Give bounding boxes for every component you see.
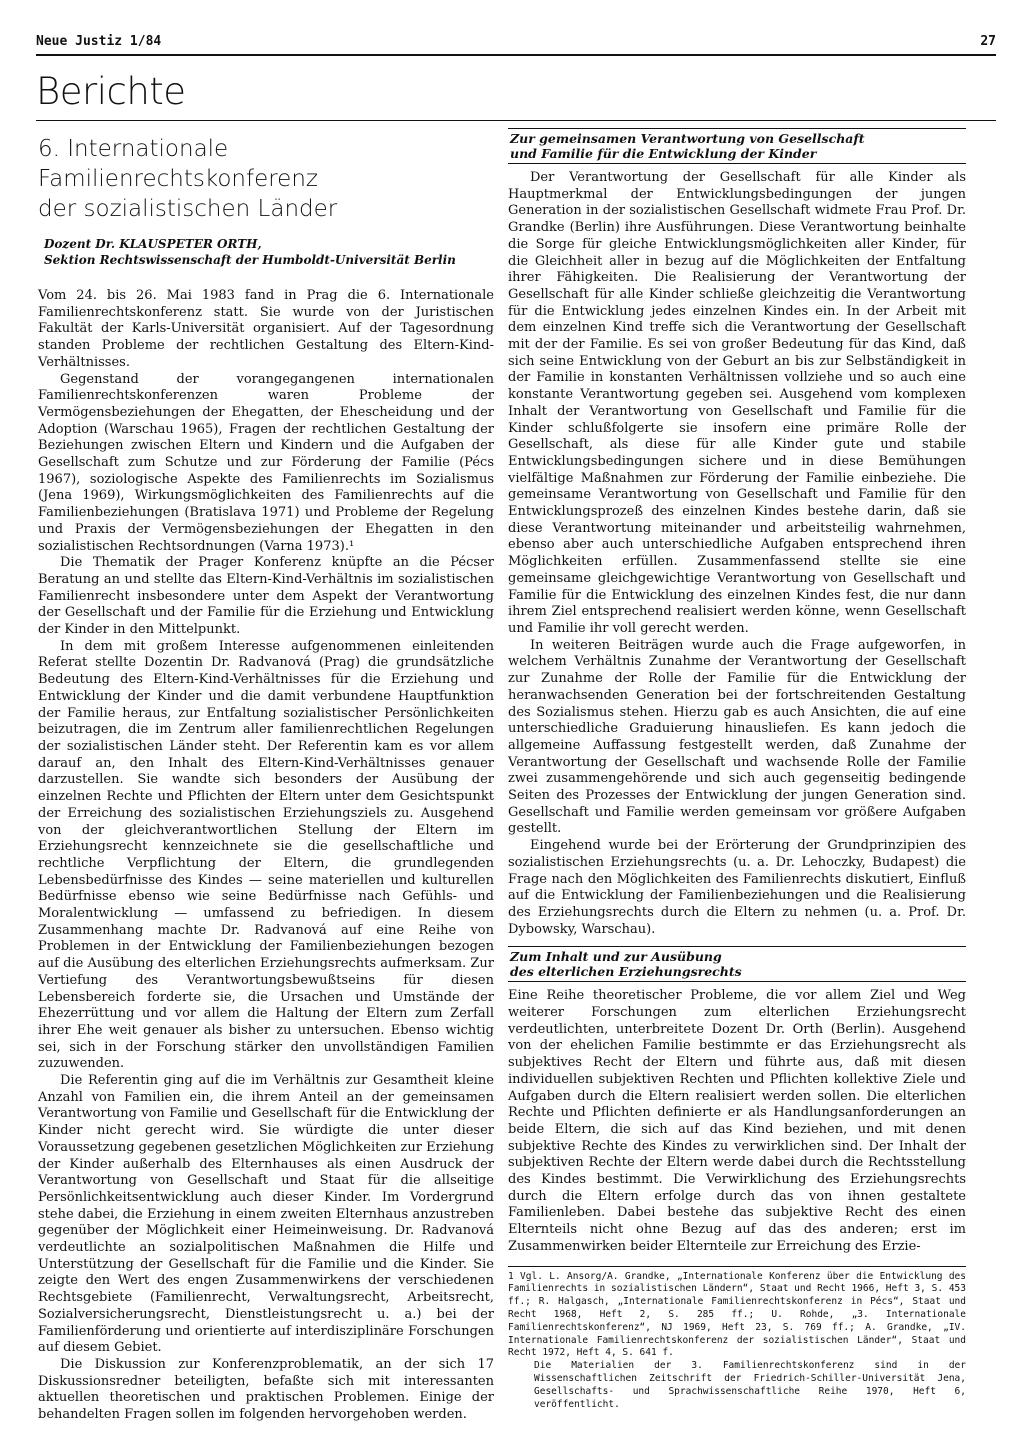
paragraph: Eine Reihe theoretischer Probleme, die vor allem Ziel und Weg weiterer Forschungen zum elterlichen Erziehungsrecht verdeutlichten, unterbreitete Dozent Dr. Orth (Berlin). Ausgehend von der ehelichen Familie bestimmte er das Erziehungsrecht als subjektives Recht der Eltern und führte aus, daß mit diesen individuellen subjektiven Rechten und Pflichten kollektive Ziele und Aufgaben durch die Eltern realisiert werden sollen. Die elterlichen Rechte und Pflichten definierte er als Handlungsanforderungen an beide Eltern, die sich auf das Kind beziehen, und mit denen subjektive Rechte des Kindes zu verwirklichen sind. Der Inhalt der subjektiven Rechte der Eltern werde dabei durch die Rechtsstellung des Kindes bestimmt. Die Verwirklichung des Erziehungsrechts durch die Eltern erfolge durch das von ihnen gestaltete Familienleben. Dabei bestehe das subjektive Recht des einen Elternteils nicht ohne Bezug auf das des anderen; erst im Zusammenwirken beider Elternteile zur Erreichung des Erzie- <box>508 988 966 1254</box>
paragraph: Der Verantwortung der Gesellschaft für alle Kinder als Hauptmerkmal der Entwicklungsbedingungen der jungen Generation in der sozialistischen Gesellschaft widmete Frau Prof. Dr. Grandke (Berlin) ihre Ausführungen. Diese Verantwortung beinhalte die Sorge für gleiche Entwicklungsmöglichkeiten aller Kinder, für die Gleichheit aller in bezug auf die Möglichkeiten der Entfaltung ihrer Fähigkeiten. Die Realisierung der Verantwortung der Gesellschaft für alle Kinder schließe gleichzeitig die Verantwortung für die Entwicklung jedes einzelnen Kindes ein. In der Arbeit mit dem einzelnen Kind treffe sich die Verantwortung der Gesellschaft mit der der Familie. Es sei von großer Bedeutung für das Kind, daß sich seine Entwicklung von der Geburt an bis zur Selbständigkeit in der Familie in konstanten Verhältnissen vollziehe und so auch eine konstante Verantwortung gegeben sei. Ausgehend vom komplexen Inhalt der Verantwortung von Gesellschaft und Familie für die Kinder schlußfolgerte sie insofern eine primäre Rolle der Gesellschaft, als diese für alle Kinder gute und stabile Entwicklungsbedingungen sichere und in diese Bemühungen vielfältige Maßnahmen zur Förderung der Familie einbeziehe. Die gemeinsame Verantwortung von Gesellschaft und Familie für den Entwicklungsprozeß des einzelnen Kindes bestehe darin, daß sie diese Verantwortung miteinander und arbeitsteilig wahrnehmen, ebenso aber auch unterschiedliche Aufgaben entsprechend ihren Möglichkeiten erfüllen. Zusammenfassend stellte sie eine gemeinsame gleichgewichtige Verantwortung von Gesellschaft und Familie für die Entwicklung des einzelnen Kindes fest, die nur dann ihrem Ziel entsprechend realisiert werden könne, wenn Gesellschaft und Familie ihr voll gerecht werden. <box>508 170 966 636</box>
article-title <box>38 134 494 224</box>
section-title: Berichte <box>36 70 186 113</box>
paragraph: Die Diskussion zur Konferenzproblematik, an der sich 17 Diskussionsredner beteiligten, befaßte sich mit interessanten aktuellen theoretischen und praktischen Problemen. Einige der behandelten Fragen sollen im folgenden hervorgehoben werden. <box>38 1357 494 1423</box>
subheading-parental-rights <box>508 946 966 982</box>
subheading-line: Zur gemeinsamen Verantwortung von Gesellschaft <box>510 131 865 146</box>
paragraph: Vom 24. bis 26. Mai 1983 fand in Prag die 6. Internationale Familienrechtskonferenz statt. Sie wurde von der Juristischen Fakultät der Karls-Universität organisiert. Auf der Tagesordnung standen Probleme der rechtlichen Gestaltung des Eltern-Kind-Verhältnisses. <box>38 288 494 370</box>
journal-issue: Neue Justiz 1/84 <box>36 34 162 49</box>
author-byline <box>44 236 494 268</box>
footnote: 1 Vgl. L. Ansorg/A. Grandke, „Internationale Konferenz über die Entwicklung des Familienrechts in sozialistischen Ländern“, Staat und Recht 1966, Heft 3, S. 453 ff.; R. Halgasch, „Internationale Familienrechtskonferenz in Pécs“, Staat und Recht 1968, Heft 2, S. 285 ff.; U. Rohde, „3. Internationale Familienrechtskonferenz“, NJ 1969, Heft 23, S. 769 ff.; A. Grandke, „IV. Internationale Familienrechtskonferenz der sozialistischen Länder“, Staat und Recht 1972, Heft 4, S. 641 f. <box>508 1270 966 1359</box>
article-title-line-2: der sozialistischen Länder <box>38 196 338 222</box>
author-affiliation: Sektion Rechtswissenschaft der Humboldt-Universität Berlin <box>44 253 456 267</box>
paragraph: In weiteren Beiträgen wurde auch die Frage aufgeworfen, in welchem Verhältnis Zunahme der Verantwortung der Gesellschaft zur Zunahme der Rolle der Familie für die Entwicklung der heranwachsenden Generation bei der fortschreitenden Gestaltung des Sozialismus stehen. Hierzu gab es auch Ansichten, die auf eine unterschiedliche Graduierung hinausliefen. Es kann jedoch die allgemeine Auffassung festgestellt werden, daß Zunahme der Verantwortung der Gesellschaft und wachsende Rolle der Familie zwei zusammengehörende und sich auch gegenseitig bedingende Seiten des Prozesses der Entwicklung der jungen Generation sind. Gesellschaft und Familie werden gemeinsam vor größere Aufgaben gestellt. <box>508 637 966 837</box>
paragraph: Die Referentin ging auf die im Verhältnis zur Gesamtheit kleine Anzahl von Familien ein, die ihrem Anteil an der gemeinsamen Verantwortung von Familie und Gesellschaft für die Entwicklung der Kinder nicht gerecht wird. Sie würdigte die unter dieser Voraussetzung gegebenen gesetzlichen Möglichkeiten zur Erziehung der Kinder außerhalb des Elternhauses als einen Ausdruck der Verantwortung von Gesellschaft und Staat für die allseitige Persönlichkeitsentwicklung auch dieser Kinder. Im Vordergrund stehe dabei, die Erziehung in einem zweiten Elternhaus anzustreben gegenüber der Möglichkeit einer Heimeinweisung. Dr. Radvanová verdeutlichte an sozialpolitischen Maßnahmen die Hilfe und Unterstützung der Gesellschaft für die Familie und die Kinder. Sie zeigte den Wert des engen Zusammenwirkens der verschiedenen Rechtsgebiete (Familienrecht, Verwaltungsrecht, Arbeitsrecht, Sozialversicherungsrecht, Dienstleistungsrecht u. a.) bei der Familienförderung und orientierte auf interdisziplinäre Forschungen auf diesem Gebiet. <box>38 1073 494 1356</box>
page-number: 27 <box>980 34 996 49</box>
author-name: Dozent Dr. KLAUSPETER ORTH, <box>44 237 262 251</box>
footnote-continuation: Die Materialien der 3. Familienrechtskonferenz sind in der Wissenschaftlichen Zeitschrift der Friedrich-Schiller-Universität Jena, Gesellschafts- und Sprachwissenschaftliche Reihe 1970, Heft 6, veröffentlicht. <box>534 1360 966 1410</box>
footnote-rule <box>508 1266 966 1267</box>
running-header <box>36 34 996 54</box>
article-title-line-1: 6. Internationale Familienrechtskonferenz <box>38 136 318 192</box>
subheading-line: Zum Inhalt und zur Ausübung <box>510 949 722 965</box>
left-column <box>38 128 494 1424</box>
right-column <box>508 128 966 1411</box>
paragraph: In dem mit großem Interesse aufgenommenen einleitenden Referat stellte Dozentin Dr. Radvanová (Prag) die grundsätzliche Bedeutung des Eltern-Kind-Verhältnisses für die Erziehung und Entwicklung der Kinder und die damit verbundene Hauptfunktion der Familie heraus, zur Entfaltung sozialistischer Persönlichkeiten beizutragen, die im Zentrum aller familienrechtlichen Regelungen der sozialistischen Länder steht. Der Referentin kam es vor allem darauf an, den Inhalt des Eltern-Kind-Verhältnisses genauer darzustellen. Sie wandte sich besonders der Ausübung der einzelnen Rechte und Pflichten der Eltern unter dem Gesichtspunkt der Erreichung des sozialistischen Erziehungsziels zu. Ausgehend von der gleichverantwortlichen Stellung der Eltern im Erziehungsrecht kennzeichnete sie die gesellschaftliche und rechtliche Verpflichtung der Eltern, die grundlegenden Lebensbedürfnisse des Kindes — seine materiellen und kulturellen Bedürfnisse ebenso wie seine Bedürfnisse nach Gefühls- und Moralentwicklung — umfassend zu befriedigen. In diesem Zusammenhang machte Dr. Radvanová auf eine Reihe von Problemen in der Entwicklung der Familienbeziehungen bezogen auf die Ausübung des elterlichen Erziehungsrechts aufmerksam. Zur Vertiefung des Verantwortungsbewußtseins für diesen Lebensbereich forderte sie, die Ursachen und Umstände der Ehezerrüttung und vor allem die Haltung der Eltern zum Zerfall ihrer Ehe weit genauer als bisher zu untersuchen. Ebenso wichtig sei, sich in der Forschung stärker den unvollständigen Familien zuzuwenden. <box>38 638 494 1072</box>
subheading-responsibility <box>508 128 966 164</box>
paragraph: Eingehend wurde bei der Erörterung der Grundprinzipien des sozialistischen Erziehungsrechts (u. a. Dr. Lehoczky, Budapest) die Frage nach den Möglichkeiten des Familienrechts diskutiert, Einfluß auf die Entwicklung der Familienbeziehungen und die Realisierung des Erziehungsrechts durch die Eltern zu nehmen (u. a. Prof. Dr. Dybowsky, Warschau). <box>508 838 966 937</box>
subheading-line: und Familie für die Entwicklung der Kinder <box>510 146 817 161</box>
section-rule <box>36 120 996 121</box>
paragraph: Gegenstand der vorangegangenen internationalen Familienrechtskonferenzen waren Probleme der Vermögensbeziehungen der Ehegatten, der Ehescheidung und der Adoption (Warschau 1965), Fragen der rechtlichen Gestaltung der Beziehungen zwischen Eltern und Kindern und die Aufgaben der Gesellschaft zum Schutze und zur Förderung der Familie (Pécs 1967), soziologische Aspekte des Familienrechts im Sozialismus (Jena 1969), Wirkungsmöglichkeiten des Familienrechts auf die Familienbeziehungen (Bratislava 1971) und Probleme der Regelung und Praxis der Vermögensbeziehungen der Ehegatten in den sozialistischen Rechtsordnungen (Varna 1973).¹ <box>38 371 494 554</box>
paragraph: Die Thematik der Prager Konferenz knüpfte an die Pécser Beratung an und stellte das Eltern-Kind-Verhältnis im sozialistischen Familienrecht insbesondere unter dem Aspekt der Verantwortung der Gesellschaft und der Familie für die Erziehung und Entwicklung der Kinder in den Mittelpunkt. <box>38 555 494 638</box>
subheading-line: des elterlichen Erziehungsrechts <box>510 964 742 980</box>
header-rule <box>36 54 996 56</box>
